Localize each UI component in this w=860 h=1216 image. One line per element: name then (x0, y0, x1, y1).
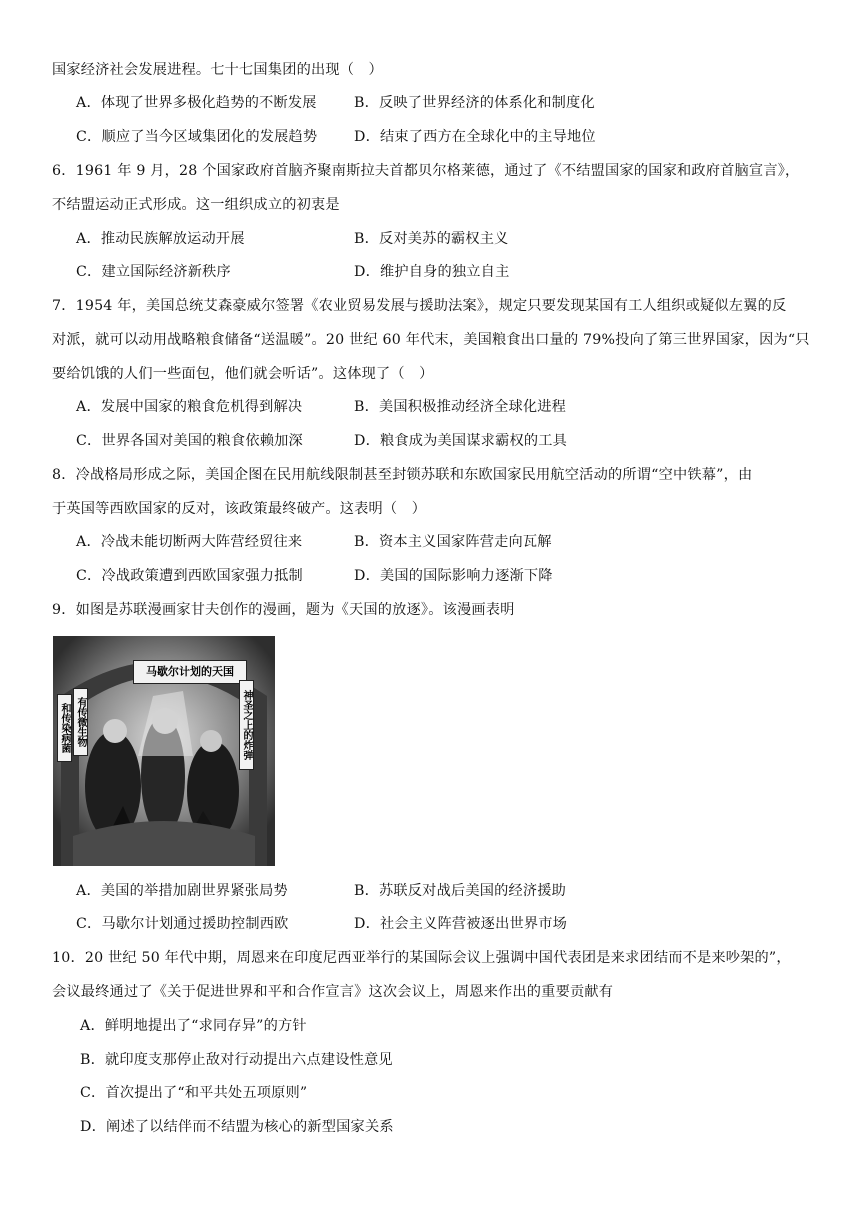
q7-stem-line2: 对派，就可以动用战略粮食储备“送温暖”。20 世纪 60 年代末，美国粮食出口量的 79%投向了第三世界国家，因为“只 (52, 332, 810, 348)
q7-stem-line1: 7．1954 年，美国总统艾森豪威尔签署《农业贸易发展与援助法案》，规定只要发现某国有工人组织或疑似左翼的反 (52, 298, 787, 314)
q5-stem-continuation: 国家经济社会发展进程。七十七国集团的出现（ ） (52, 62, 383, 78)
q7-option-c[interactable]: C．世界各国对美国的粮食依赖加深 (76, 433, 303, 449)
q6-option-b[interactable]: B．反对美苏的霸权主义 (354, 231, 509, 247)
q8-option-a[interactable]: A．冷战未能切断两大阵营经贸往来 (76, 534, 303, 550)
q8-option-d[interactable]: D．美国的国际影响力逐渐下降 (354, 568, 553, 584)
q5-option-a[interactable]: A．体现了世界多极化趋势的不断发展 (76, 95, 317, 111)
cartoon-caption-main: 马歇尔计划的天国 (133, 660, 247, 684)
q9-option-b[interactable]: B．苏联反对战后美国的经济援助 (354, 883, 567, 899)
q8-option-b[interactable]: B．资本主义国家阵营走向瓦解 (354, 534, 552, 550)
q10-stem-line2: 会议最终通过了《关于促进世界和平和合作宣言》这次会议上，周恩来作出的重要贡献有 (52, 984, 614, 1000)
q6-stem-line1: 6．1961 年 9 月，28 个国家政府首脑齐聚南斯拉夫首都贝尔格莱德，通过了《不结盟国家的国家和政府首脑宣言》， (52, 163, 800, 179)
cartoon-caption-left-2: 有传微生物 (73, 688, 88, 756)
q7-option-d[interactable]: D．粮食成为美国谋求霸权的工具 (354, 433, 568, 449)
q6-option-c[interactable]: C．建立国际经济新秩序 (76, 264, 231, 280)
q8-option-c[interactable]: C．冷战政策遭到西欧国家强力抵制 (76, 568, 303, 584)
q8-stem-line1: 8．冷战格局形成之际，美国企图在民用航线限制甚至封锁苏联和东欧国家民用航空活动的所谓“空中铁幕”，由 (52, 467, 753, 483)
q5-option-b[interactable]: B．反映了世界经济的体系化和制度化 (354, 95, 595, 111)
cartoon-image (53, 636, 275, 866)
q9-option-a[interactable]: A．美国的举措加剧世界紧张局势 (76, 883, 288, 899)
q10-option-a[interactable]: A．鲜明地提出了“求同存异”的方针 (80, 1018, 307, 1034)
q5-option-c[interactable]: C．顺应了当今区域集团化的发展趋势 (76, 129, 318, 145)
q9-option-c[interactable]: C．马歇尔计划通过援助控制西欧 (76, 916, 289, 932)
q9-option-d[interactable]: D．社会主义阵营被逐出世界市场 (354, 916, 568, 932)
q10-option-d[interactable]: D．阐述了以结伴而不结盟为核心的新型国家关系 (80, 1119, 394, 1135)
q6-option-a[interactable]: A．推动民族解放运动开展 (76, 231, 245, 247)
q6-stem-line2: 不结盟运动正式形成。这一组织成立的初衷是 (52, 197, 340, 213)
q9-stem-line1: 9．如图是苏联漫画家甘夫创作的漫画，题为《天国的放逐》。该漫画表明 (52, 602, 515, 618)
q10-stem-line1: 10．20 世纪 50 年代中期，周恩来在印度尼西亚举行的某国际会议上强调中国代表团是来求团结而不是来吵架的”， (52, 950, 791, 966)
q7-option-a[interactable]: A．发展中国家的粮食危机得到解决 (76, 399, 303, 415)
q5-option-d[interactable]: D．结束了西方在全球化中的主导地位 (354, 129, 596, 145)
q6-option-d[interactable]: D．维护自身的独立自主 (354, 264, 510, 280)
q7-option-b[interactable]: B．美国积极推动经济全球化进程 (354, 399, 567, 415)
q7-stem-line3: 要给饥饿的人们一些面包，他们就会听话”。这体现了（ ） (52, 366, 434, 382)
q10-option-b[interactable]: B．就印度支那停止敌对行动提出六点建设性意见 (80, 1052, 393, 1068)
q10-option-c[interactable]: C．首次提出了“和平共处五项原则” (80, 1085, 308, 1101)
q8-stem-line2: 于英国等西欧国家的反对，该政策最终破产。这表明（ ） (52, 501, 427, 517)
cartoon-caption-right: 神圣之上的炸弹 (239, 680, 254, 770)
cartoon-caption-left-1: 和传染病菌 (57, 694, 72, 762)
